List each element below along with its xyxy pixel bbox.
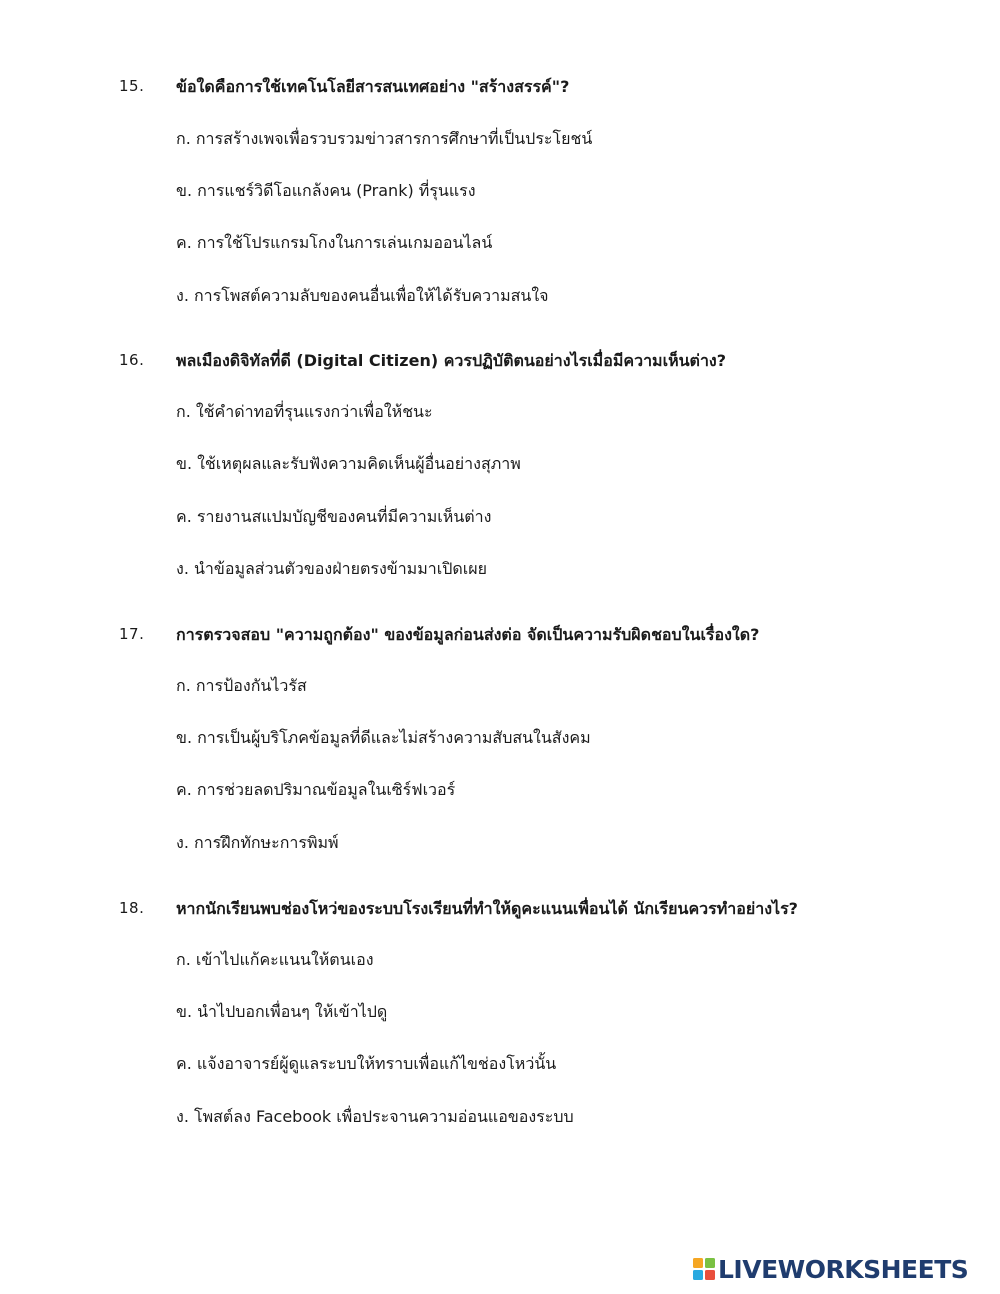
question-number: 18. [119,899,145,917]
choice-kho[interactable]: ข. ใช้เหตุผลและรับฟังความคิดเห็นผู้อื่นอย่างสุภาพ [176,454,521,473]
question-header [0,621,1000,651]
question-15 [0,73,1000,313]
choice-kho[interactable]: ข. การเป็นผู้บริโภคข้อมูลที่ดีและไม่สร้างความสับสนในสังคม [176,728,591,747]
choice-ngo[interactable]: ง. โพสต์ลง Facebook เพื่อประจานความอ่อนแอของระบบ [176,1107,574,1126]
choice-kho-khwai[interactable]: ค. แจ้งอาจารย์ผู้ดูแลระบบให้ทราบเพื่อแก้ไขช่องโหว่นั้น [176,1054,557,1073]
choice-ko[interactable]: ก. การป้องกันไวรัส [176,676,307,695]
question-16 [0,347,1000,587]
question-18 [0,895,1000,1135]
question-text: หากนักเรียนพบช่องโหว่ของระบบโรงเรียนที่ทำให้ดูคะแนนเพื่อนได้ นักเรียนควรทำอย่างไร? [176,899,798,918]
question-header [0,347,1000,377]
question-number: 15. [119,77,145,95]
choice-ngo[interactable]: ง. การฝึกทักษะการพิมพ์ [176,833,339,852]
choice-ko[interactable]: ก. เข้าไปแก้คะแนนให้ตนเอง [176,950,374,969]
liveworksheets-logo-icon [693,1258,715,1280]
choice-kho-khwai[interactable]: ค. การช่วยลดปริมาณข้อมูลในเซิร์ฟเวอร์ [176,780,456,799]
choice-kho[interactable]: ข. การแชร์วิดีโอแกล้งคน (Prank) ที่รุนแรง [176,181,476,200]
question-header [0,895,1000,925]
choice-ko[interactable]: ก. การสร้างเพจเพื่อรวบรวมข่าวสารการศึกษาที่เป็นประโยชน์ [176,129,593,148]
question-number: 16. [119,351,145,369]
question-text: พลเมืองดิจิทัลที่ดี (Digital Citizen) ควรปฏิบัติตนอย่างไรเมื่อมีความเห็นต่าง? [176,351,727,370]
choice-kho[interactable]: ข. นำไปบอกเพื่อนๆ ให้เข้าไปดู [176,1002,388,1021]
choice-kho-khwai[interactable]: ค. รายงานสแปมบัญชีของคนที่มีความเห็นต่าง [176,507,492,526]
question-text: การตรวจสอบ "ความถูกต้อง" ของข้อมูลก่อนส่งต่อ จัดเป็นความรับผิดชอบในเรื่องใด? [176,625,760,644]
liveworksheets-logo[interactable] [693,1254,968,1284]
choice-ko[interactable]: ก. ใช้คำด่าทอที่รุนแรงกว่าเพื่อให้ชนะ [176,402,433,421]
question-header [0,73,1000,103]
question-text: ข้อใดคือการใช้เทคโนโลยีสารสนเทศอย่าง "สร้างสรรค์"? [176,77,570,96]
question-number: 17. [119,625,145,643]
choice-ngo[interactable]: ง. การโพสต์ความลับของคนอื่นเพื่อให้ได้รับความสนใจ [176,286,549,305]
choice-ngo[interactable]: ง. นำข้อมูลส่วนตัวของฝ่ายตรงข้ามมาเปิดเผย [176,559,487,578]
liveworksheets-logo-text: LIVEWORKSHEETS [718,1254,969,1284]
choice-kho-khwai[interactable]: ค. การใช้โปรแกรมโกงในการเล่นเกมออนไลน์ [176,233,493,252]
question-17 [0,621,1000,861]
